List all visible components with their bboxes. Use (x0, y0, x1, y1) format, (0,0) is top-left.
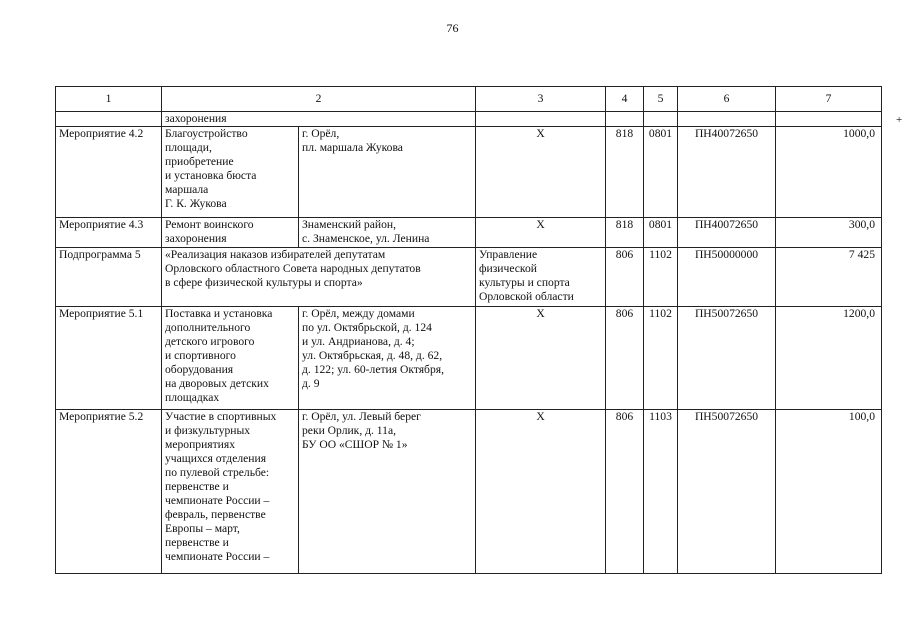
header-col-7: 7 (776, 87, 882, 112)
section-code: 1102 (644, 307, 678, 410)
header-row (56, 87, 882, 112)
header-col-3: 3 (476, 87, 606, 112)
continuation-cell-4 (606, 112, 644, 127)
executor-cell: Х (476, 218, 606, 248)
page-number: 76 (446, 21, 459, 35)
grbs-code: 818 (606, 218, 644, 248)
event-description: Благоустройство площади, приобретение и установка бюста маршала Г. К. Жукова (162, 127, 299, 218)
amount-value: 100,0 (776, 410, 882, 574)
margin-mark: + (896, 114, 903, 126)
table-row (56, 218, 882, 248)
section-code: 1102 (644, 248, 678, 307)
continuation-cell-3 (476, 112, 606, 127)
continuation-cell-2: захоронения (162, 112, 476, 127)
budget-table (55, 86, 882, 574)
header-col-6: 6 (678, 87, 776, 112)
row-label: Мероприятие 4.3 (56, 218, 162, 248)
target-article-code: ПН50000000 (678, 248, 776, 307)
executor-cell: Х (476, 410, 606, 574)
executor-cell: Х (476, 307, 606, 410)
subprogram-title: «Реализация наказов избирателей депутатам Орловского областного Совета народных депутатов в сфере физической культуры и спорта» (162, 248, 476, 307)
event-description: Участие в спортивных и физкультурных мероприятиях учащихся отделения по пулевой стрельбе: первенстве и чемпионате России – февраль, первенстве Европы – март, первенстве и чемпионате России – (162, 410, 299, 574)
continuation-cell-7 (776, 112, 882, 127)
table-row (56, 248, 882, 307)
table-row (56, 307, 882, 410)
section-code: 1103 (644, 410, 678, 574)
row-label: Мероприятие 5.1 (56, 307, 162, 410)
grbs-code: 806 (606, 307, 644, 410)
table-row (56, 127, 882, 218)
amount-value: 1000,0 (776, 127, 882, 218)
event-location: г. Орёл, ул. Левый берег реки Орлик, д. 11а, БУ ОО «СШОР № 1» (299, 410, 476, 574)
grbs-code: 806 (606, 248, 644, 307)
grbs-code: 818 (606, 127, 644, 218)
row-label: Мероприятие 5.2 (56, 410, 162, 574)
row-label: Мероприятие 4.2 (56, 127, 162, 218)
header-col-5: 5 (644, 87, 678, 112)
target-article-code: ПН40072650 (678, 127, 776, 218)
section-code: 0801 (644, 218, 678, 248)
continuation-cell-6 (678, 112, 776, 127)
target-article-code: ПН50072650 (678, 410, 776, 574)
row-label: Подпрограмма 5 (56, 248, 162, 307)
executor-cell: Х (476, 127, 606, 218)
executor-cell: Управление физической культуры и спорта Орловской области (476, 248, 606, 307)
header-col-4: 4 (606, 87, 644, 112)
grbs-code: 806 (606, 410, 644, 574)
continuation-cell-5 (644, 112, 678, 127)
event-description: Поставка и установка дополнительного детского игрового и спортивного оборудования на дворовых детских площадках (162, 307, 299, 410)
target-article-code: ПН50072650 (678, 307, 776, 410)
continuation-row (56, 112, 882, 127)
event-description: Ремонт воинского захоронения (162, 218, 299, 248)
event-location: г. Орёл, между домами по ул. Октябрьской, д. 124 и ул. Андрианова, д. 4; ул. Октябрьская, д. 48, д. 62, д. 122; ул. 60-летия Октября, д. 9 (299, 307, 476, 410)
continuation-cell-1 (56, 112, 162, 127)
target-article-code: ПН40072650 (678, 218, 776, 248)
header-col-2: 2 (162, 87, 476, 112)
section-code: 0801 (644, 127, 678, 218)
amount-value: 1200,0 (776, 307, 882, 410)
amount-value: 7 425 (776, 248, 882, 307)
event-location: г. Орёл, пл. маршала Жукова (299, 127, 476, 218)
table-row (56, 410, 882, 574)
amount-value: 300,0 (776, 218, 882, 248)
event-location: Знаменский район, с. Знаменское, ул. Ленина (299, 218, 476, 248)
header-col-1: 1 (56, 87, 162, 112)
